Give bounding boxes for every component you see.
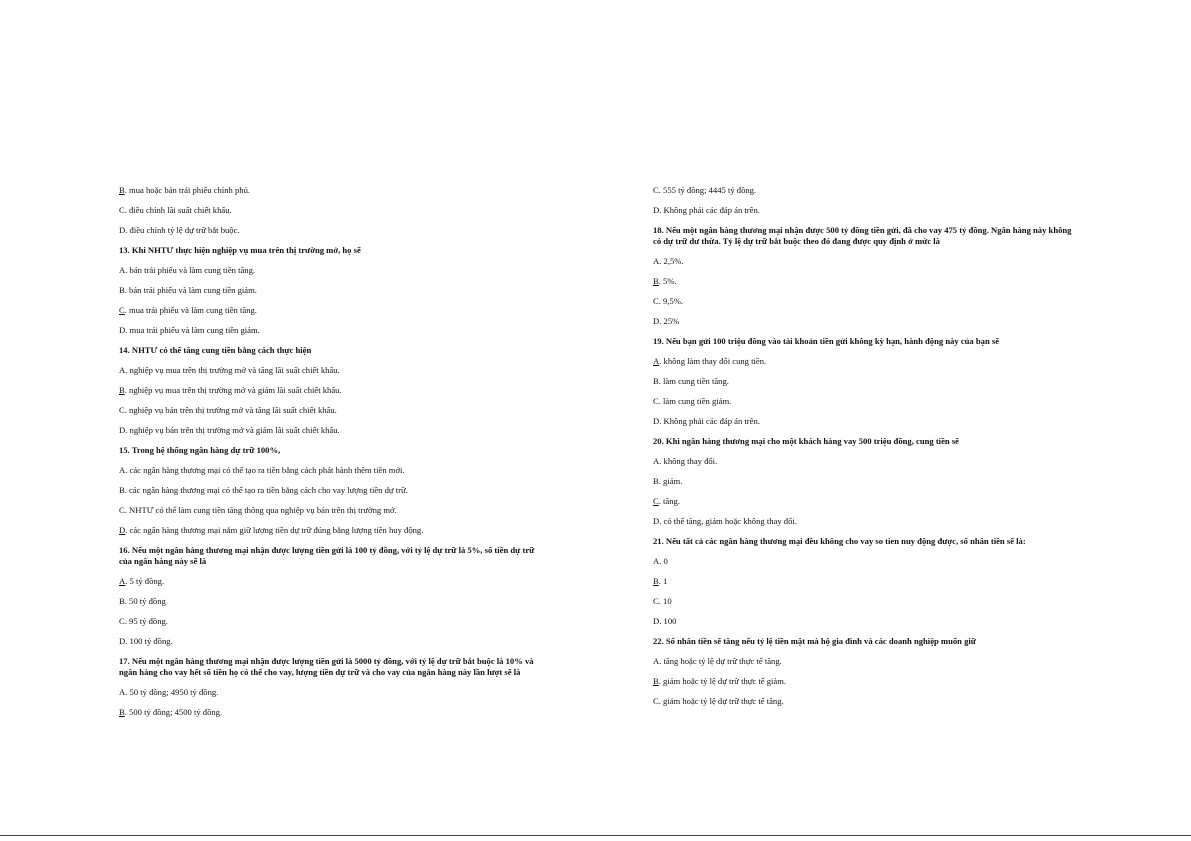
question-text: 17. Nếu một ngân hàng thương mại nhận được lượng tiền gửi là 5000 tỷ đồng, với tỷ lệ dự trữ bắt buộc là 10% và ngân hàng cho vay hết số tiền họ có thể cho vay, lượng tiền dự trữ và cho vay của ngân hàng này lần lượt sẽ là: [119, 656, 534, 677]
answer-option: [119, 465, 539, 476]
answer-option: [119, 687, 539, 698]
option-letter: C: [119, 205, 125, 215]
option-text: . 555 tỷ đồng; 4445 tỷ đồng.: [658, 185, 757, 195]
option-letter: D: [653, 316, 660, 326]
option-text: . 5%.: [658, 276, 677, 286]
option-letter: D: [119, 425, 126, 435]
option-letter: C: [119, 505, 125, 515]
answer-option: [653, 276, 1073, 287]
answer-option: [119, 185, 539, 196]
answer-option: [119, 525, 539, 536]
answer-option: [119, 596, 539, 607]
question-text: 13. Khi NHTƯ thực hiện nghiệp vụ mua trên thị trường mở, họ sẽ: [119, 245, 361, 255]
option-letter: B: [653, 476, 659, 486]
option-text: . nghiệp vụ mua trên thị trường mở và giảm lãi suất chiết khấu.: [124, 385, 342, 395]
option-letter: D: [653, 205, 660, 215]
correct-answer-letter: B: [653, 276, 659, 286]
option-text: . bán trái phiếu và làm cung tiền giảm.: [124, 285, 257, 295]
answer-option: [119, 616, 539, 627]
option-letter: A: [653, 556, 660, 566]
correct-answer-letter: B: [119, 385, 125, 395]
option-text: . NHTƯ có thể làm cung tiền tăng thông qua nghiệp vụ bán trên thị trường mở.: [124, 505, 397, 515]
option-text: . mua trái phiếu và làm cung tiền giảm.: [125, 325, 260, 335]
option-letter: D: [119, 325, 126, 335]
correct-answer-letter: A: [119, 576, 126, 586]
correct-answer-letter: D: [119, 525, 126, 535]
option-letter: C: [653, 296, 659, 306]
option-text: . nghiệp vụ bán trên thị trường mở và giảm lãi suất chiết khấu.: [125, 425, 340, 435]
option-text: . điều chỉnh tỷ lệ dự trữ bắt buộc.: [125, 225, 240, 235]
answer-option: [119, 205, 539, 216]
right-column: [653, 185, 1073, 716]
option-text: . 9,5%.: [658, 296, 684, 306]
option-text: . tăng.: [658, 496, 680, 506]
option-text: . Không phải các đáp án trên.: [659, 416, 760, 426]
question-text: 19. Nếu bạn gửi 100 triệu đồng vào tài khoản tiền gửi không kỳ hạn, hành động này của bạn sẽ: [653, 336, 1000, 346]
option-letter: C: [119, 616, 125, 626]
option-text: . 0: [659, 556, 668, 566]
option-letter: B: [119, 596, 125, 606]
answer-option: [653, 576, 1073, 587]
option-letter: C: [653, 396, 659, 406]
option-text: . 1: [658, 576, 668, 586]
option-text: . 2,5%.: [659, 256, 684, 266]
option-letter: C: [653, 185, 659, 195]
option-text: . Không phải các đáp án trên.: [659, 205, 760, 215]
page-bottom-rule: [0, 835, 1191, 836]
option-letter: A: [119, 265, 126, 275]
answer-option: [119, 505, 539, 516]
option-text: . điều chỉnh lãi suất chiết khấu.: [124, 205, 232, 215]
answer-option: [653, 556, 1073, 567]
answer-option: [119, 405, 539, 416]
option-text: . không làm thay đổi cung tiền.: [659, 356, 767, 366]
answer-option: [653, 256, 1073, 267]
option-text: . 5 tỷ đồng.: [125, 576, 165, 586]
answer-option: [653, 376, 1073, 387]
option-letter: D: [653, 416, 660, 426]
option-text: . 95 tỷ đồng.: [124, 616, 168, 626]
answer-option: [653, 185, 1073, 196]
answer-option: [119, 636, 539, 647]
option-text: . 100 tỷ đồng.: [125, 636, 173, 646]
question-text: 15. Trong hệ thống ngân hàng dự trữ 100%,: [119, 445, 281, 455]
correct-answer-letter: C: [653, 496, 659, 506]
option-letter: A: [653, 256, 660, 266]
option-letter: B: [653, 376, 659, 386]
option-text: . có thể tăng, giảm hoặc không thay đổi.: [659, 516, 797, 526]
option-text: . 50 tỷ đồng: [124, 596, 166, 606]
question-text: 22. Số nhân tiền sẽ tăng nếu tỷ lệ tiền mặt mà hộ gia đình và các doanh nghiệp muốn giữ: [653, 636, 976, 646]
option-text: . mua trái phiếu và làm cung tiền tăng.: [124, 305, 257, 315]
answer-option: [653, 296, 1073, 307]
answer-option: [119, 707, 539, 718]
option-text: . 10: [658, 596, 672, 606]
answer-option: [653, 316, 1073, 327]
answer-option: [119, 485, 539, 496]
option-text: . các ngân hàng thương mại nắm giữ lượng tiền dự trữ đúng bằng lượng tiền huy động.: [125, 525, 424, 535]
option-letter: D: [119, 225, 126, 235]
option-letter: A: [653, 656, 660, 666]
answer-option: [119, 385, 539, 396]
answer-option: [653, 456, 1073, 467]
question-text: 14. NHTƯ có thể tăng cung tiền bằng cách thực hiện: [119, 345, 312, 355]
answer-option: [119, 225, 539, 236]
option-letter: D: [653, 516, 660, 526]
option-letter: A: [119, 365, 126, 375]
option-letter: B: [119, 485, 125, 495]
answer-option: [653, 416, 1073, 427]
question-text: 18. Nếu một ngân hàng thương mại nhận được 500 tỷ đồng tiền gửi, đã cho vay 475 tỷ đồng. Ngân hàng này không có dự trữ dư thừa. Tỷ lệ dự trữ bắt buộc theo đó đang được quy định ở mức là: [653, 225, 1072, 246]
answer-option: [119, 576, 539, 587]
option-text: . bán trái phiếu và làm cung tiền tăng.: [125, 265, 256, 275]
option-letter: A: [653, 456, 660, 466]
option-letter: A: [119, 687, 126, 697]
answer-option: [653, 596, 1073, 607]
option-text: . các ngân hàng thương mại có thể tạo ra tiền bằng cách cho vay lượng tiền dự trữ.: [124, 485, 408, 495]
option-text: . 100: [659, 616, 677, 626]
option-text: . giảm hoặc tỷ lệ dự trữ thực tế giảm.: [658, 676, 787, 686]
answer-option: [653, 205, 1073, 216]
option-letter: D: [119, 636, 126, 646]
answer-option: [653, 656, 1073, 667]
question-text: 21. Nếu tất cả các ngân hàng thương mại đều không cho vay so tien nuy động được, số nhân tiền sẽ là:: [653, 536, 1026, 546]
option-text: . 500 tỷ đồng; 4500 tỷ đồng.: [124, 707, 223, 717]
answer-option: [653, 396, 1073, 407]
option-text: . làm cung tiền giảm.: [658, 396, 732, 406]
correct-answer-letter: A: [653, 356, 660, 366]
answer-option: [653, 616, 1073, 627]
option-letter: A: [119, 465, 126, 475]
option-text: . giảm hoặc tỷ lệ dự trữ thực tế tăng.: [658, 696, 784, 706]
option-text: . các ngân hàng thương mại có thể tạo ra tiền bằng cách phát hành thêm tiền mới.: [125, 465, 405, 475]
answer-option: [119, 305, 539, 316]
answer-option: [653, 476, 1073, 487]
correct-answer-letter: B: [119, 707, 125, 717]
answer-option: [119, 325, 539, 336]
correct-answer-letter: C: [119, 305, 125, 315]
question-text: 16. Nếu một ngân hàng thương mại nhận được lượng tiền gửi là 100 tỷ đồng, với tỷ lệ dự trữ là 5%, số tiền dự trữ của ngân hàng này sẽ là: [119, 545, 535, 566]
option-letter: B: [119, 285, 125, 295]
option-letter: C: [119, 405, 125, 415]
left-column: [119, 185, 539, 727]
option-text: . nghiệp vụ bán trên thị trường mở và tăng lãi suất chiết khấu.: [124, 405, 337, 415]
option-text: . giảm.: [658, 476, 683, 486]
answer-option: [119, 265, 539, 276]
answer-option: [119, 285, 539, 296]
correct-answer-letter: B: [653, 676, 659, 686]
option-letter: C: [653, 696, 659, 706]
question-text: 20. Khi ngân hàng thương mại cho một khách hàng vay 500 triệu đồng, cung tiền sẽ: [653, 436, 959, 446]
answer-option: [119, 365, 539, 376]
answer-option: [119, 425, 539, 436]
option-text: . mua hoặc bán trái phiếu chính phủ.: [124, 185, 251, 195]
option-text: . làm cung tiền tăng.: [658, 376, 729, 386]
answer-option: [653, 516, 1073, 527]
option-letter: C: [653, 596, 659, 606]
answer-option: [653, 676, 1073, 687]
answer-option: [653, 696, 1073, 707]
option-text: . không thay đổi.: [659, 456, 718, 466]
correct-answer-letter: B: [653, 576, 659, 586]
option-text: . 25%: [659, 316, 680, 326]
correct-answer-letter: B: [119, 185, 125, 195]
option-text: . tăng hoặc tỷ lệ dự trữ thực tế tăng.: [659, 656, 782, 666]
answer-option: [653, 356, 1073, 367]
option-text: . nghiệp vụ mua trên thị trường mở và tăng lãi suất chiết khấu.: [125, 365, 340, 375]
option-text: . 50 tỷ đồng; 4950 tỷ đồng.: [125, 687, 219, 697]
option-letter: D: [653, 616, 660, 626]
answer-option: [653, 496, 1073, 507]
